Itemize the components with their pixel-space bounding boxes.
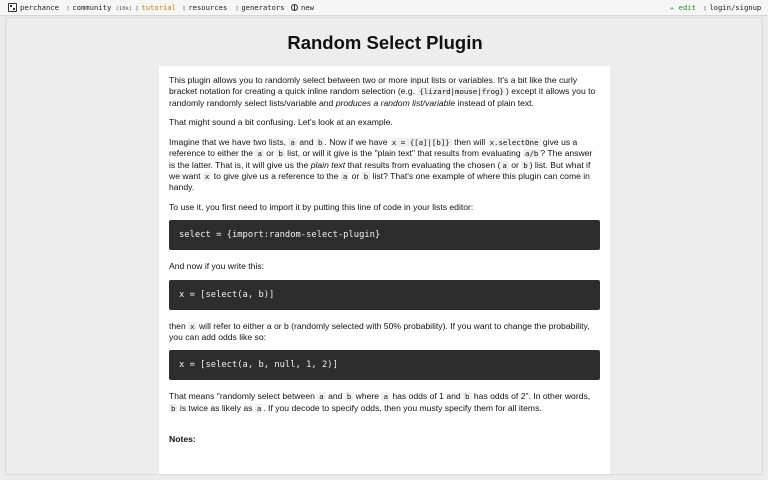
tutorial-label: tutorial — [141, 3, 176, 12]
notes-heading: Notes: — [169, 433, 196, 444]
top-nav-bar — [0, 0, 768, 16]
inline-code: {lizard|mouse|frog} — [419, 87, 504, 97]
intro-paragraph: This plugin allows you to randomly select between two or more input lists or variables. It's a bit like the curly bracket notation for creating a quick inline random selection (e.g. {lizard|mouse|frog} ) except it allows you to randomly randomly select lists/variable and produces a random list/variable instead of plain text. — [169, 75, 596, 108]
site-home-link[interactable] — [8, 0, 59, 16]
separator-icon: ▯ — [235, 3, 240, 12]
site-name: perchance — [20, 3, 59, 12]
code-block-import: select = {import:random-select-plugin} — [169, 220, 600, 250]
community-count: (10k) — [115, 6, 133, 12]
generators-link[interactable] — [235, 0, 285, 16]
perchance-logo-icon — [8, 3, 17, 12]
login-link[interactable] — [703, 0, 761, 16]
globe-icon — [291, 4, 298, 11]
explanation-paragraph: Imagine that we have two lists, a and b . Now if we have x = {[a]|[b]} then will x.selectOne give us a reference to either the a or b list, or will it give is the "plain text" that results from evaluating a/b ? The answer is the latter. That is, it will give us the plain text that results from evaluating the chosen ( a or b ) list. But what if we want x to give give us a reference to the a or b list? That's one example of where this plugin can come in handy. — [169, 137, 593, 193]
code-block-select: x = [select(a, b)] — [169, 280, 600, 310]
tutorial-link[interactable] — [135, 0, 176, 16]
login-label: login/signup — [709, 3, 762, 12]
example-intro-paragraph: That might sound a bit confusing. Let's look at an example. — [169, 117, 393, 128]
resources-label: resources — [188, 3, 228, 12]
edit-button[interactable]: ✏ edit — [670, 3, 696, 12]
page-title: Random Select Plugin — [287, 32, 483, 53]
new-label: new — [301, 3, 314, 12]
code-block-odds: x = [select(a, b, null, 1, 2)] — [169, 350, 600, 380]
community-link[interactable] — [66, 0, 132, 16]
separator-icon: ▯ — [135, 3, 140, 12]
community-label: community — [72, 3, 112, 12]
separator-icon: ▯ — [66, 3, 71, 12]
resources-link[interactable] — [182, 0, 227, 16]
new-link[interactable] — [291, 0, 314, 16]
tutorial-card — [159, 66, 610, 475]
probability-paragraph: then x will refer to either a or b (randomly selected with 50% probability). If you want to change the probability, you can add odds like so: — [169, 320, 590, 343]
import-instruction-paragraph: To use it, you first need to import it by putting this line of code in your lists editor: — [169, 202, 474, 213]
separator-icon: ▯ — [182, 3, 187, 12]
generators-label: generators — [241, 3, 285, 12]
usage-intro-paragraph: And now if you write this: — [169, 261, 265, 272]
odds-explanation-paragraph: That means "randomly select between a and b where a has odds of 1 and b has odds of 2". In other words, b is twice as likely as a . If you decode to specify odds, then you musty specify them for all items. — [169, 391, 591, 413]
content-frame — [5, 17, 763, 475]
separator-icon: ▯ — [703, 3, 708, 12]
